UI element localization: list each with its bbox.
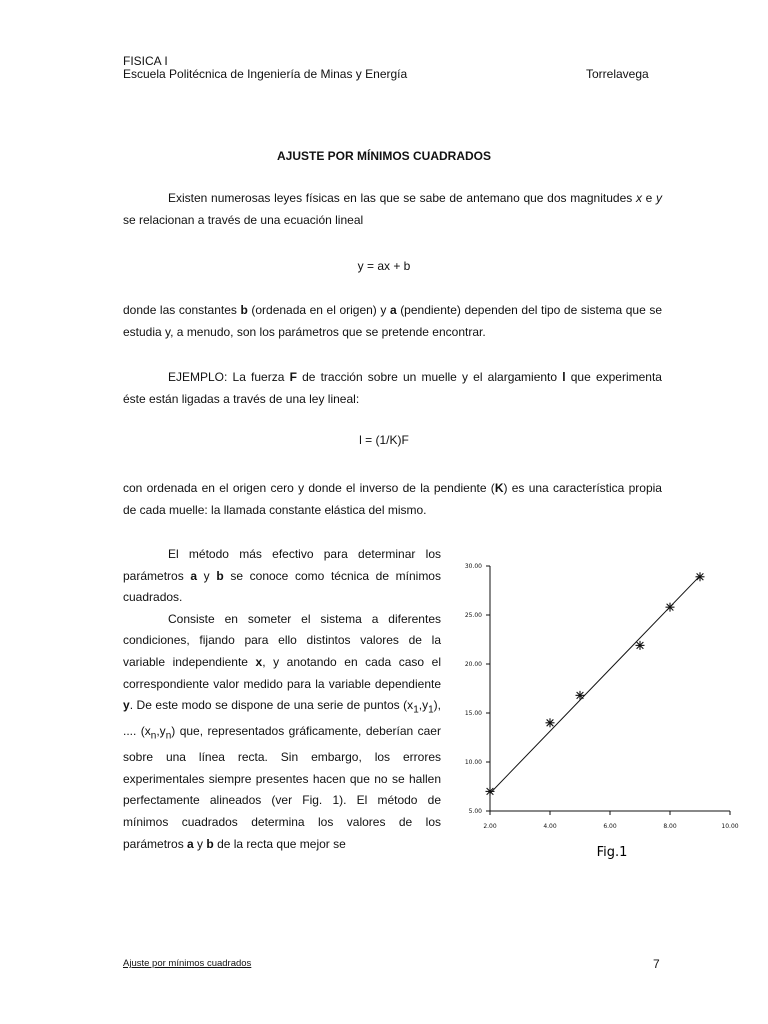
text: se conoce como técnica de mínimos cuadrados. xyxy=(123,568,441,605)
page-title: AJUSTE POR MÍNIMOS CUADRADOS xyxy=(276,149,491,163)
subscript: 1 xyxy=(428,704,434,716)
x-tick-label: 10.00 xyxy=(721,823,739,830)
text: Existen numerosas leyes físicas en las que se sabe de antemano que dos magnitudes xyxy=(168,191,636,205)
method-column xyxy=(123,544,441,855)
text: ) es una característica propia de cada muelle: la llamada constante elástica del mismo. xyxy=(123,481,662,517)
data-point xyxy=(486,787,495,796)
paragraph-example xyxy=(123,366,662,410)
text: Consiste en someter el sistema a diferentes condiciones, fijando para ello distintos valores de la variable independiente xyxy=(123,611,441,669)
data-point xyxy=(576,691,585,700)
x-tick-label: 6.00 xyxy=(603,823,617,830)
equation-spring: l = (1/K)F xyxy=(359,433,409,447)
text: de tracción sobre un muelle y el alargamiento xyxy=(296,370,563,384)
param-a: a xyxy=(190,568,198,583)
equation-linear: y = ax + b xyxy=(357,259,411,273)
text: y xyxy=(197,568,217,583)
header-school: Escuela Politécnica de Ingeniería de Minas y Energía xyxy=(123,67,408,81)
y-tick-label: 30.00 xyxy=(464,563,482,570)
text: donde las constantes xyxy=(123,303,241,317)
text: y xyxy=(193,836,207,851)
var-F: F xyxy=(289,370,297,384)
page-number: 7 xyxy=(653,957,660,971)
figure-caption: Fig.1 xyxy=(596,845,628,860)
text: que experimenta éste están ligadas a través de una ley lineal: xyxy=(123,370,662,406)
data-point xyxy=(666,603,675,612)
x-tick-label: 2.00 xyxy=(483,823,497,830)
text: . De este modo se dispone de una serie de puntos (x xyxy=(129,698,414,713)
param-a: a xyxy=(187,836,194,851)
text: EJEMPLO: La fuerza xyxy=(168,370,290,384)
var-x: x xyxy=(255,654,263,669)
y-tick-label: 25.00 xyxy=(464,612,482,619)
chart-ticks xyxy=(465,563,739,830)
scatter-chart xyxy=(448,558,748,868)
subscript: n xyxy=(150,730,157,742)
x-tick-label: 8.00 xyxy=(663,823,677,830)
data-point xyxy=(546,718,555,727)
paragraph-intro xyxy=(123,187,662,231)
paragraph-procedure xyxy=(123,609,441,855)
param-a: a xyxy=(389,303,397,317)
paragraph-spring-constant xyxy=(123,477,662,521)
text: se relacionan a través de una ecuación lineal xyxy=(123,213,364,227)
text: ,y xyxy=(156,724,166,739)
var-y: y xyxy=(123,698,130,713)
var-y: y xyxy=(656,191,662,205)
text: (ordenada en el origen) y xyxy=(247,303,390,317)
y-tick-label: 5.00 xyxy=(468,808,482,815)
text: ), .... (x xyxy=(123,698,441,739)
paragraph-constants xyxy=(123,299,662,343)
chart-axes xyxy=(490,566,730,811)
text: de la recta que mejor se xyxy=(213,836,346,851)
footer-title: Ajuste por mínimos cuadrados xyxy=(123,958,252,969)
param-b: b xyxy=(216,568,224,583)
header-course: FISICA I xyxy=(123,54,168,68)
text: con ordenada en el origen cero y donde el inverso de la pendiente ( xyxy=(123,481,495,495)
y-tick-label: 15.00 xyxy=(464,710,482,717)
var-x: x xyxy=(635,191,642,205)
y-tick-label: 10.00 xyxy=(464,759,482,766)
paragraph-method xyxy=(123,544,441,609)
x-tick-label: 4.00 xyxy=(543,823,557,830)
y-tick-label: 20.00 xyxy=(464,661,482,668)
var-l: l xyxy=(562,370,566,384)
text: (pendiente) dependen del tipo de sistema que se estudia y, a menudo, son los parámetros que se pretende encontrar. xyxy=(123,303,662,339)
var-K: K xyxy=(494,481,504,495)
header-city: Torrelavega xyxy=(586,67,649,81)
data-point xyxy=(696,572,705,581)
param-b: b xyxy=(240,303,248,317)
param-b: b xyxy=(206,836,214,851)
data-point xyxy=(636,641,645,650)
text: , y anotando en cada caso el correspondiente valor medido para la variable dependiente xyxy=(123,654,441,691)
text: El método más efectivo para determinar los parámetros xyxy=(123,547,441,583)
text: ) que, representados gráficamente, deberían caer sobre una línea recta. Sin embargo, los errores experimentales siempre presentes hacen que no se hallen perfectamente alineados (ver Fig. 1). El método de mínimos cuadrados determina los valores de los parámetros xyxy=(123,724,441,851)
subscript: n xyxy=(165,730,172,742)
subscript: 1 xyxy=(413,704,419,716)
text: e xyxy=(641,191,656,205)
text: ,y xyxy=(418,698,429,713)
